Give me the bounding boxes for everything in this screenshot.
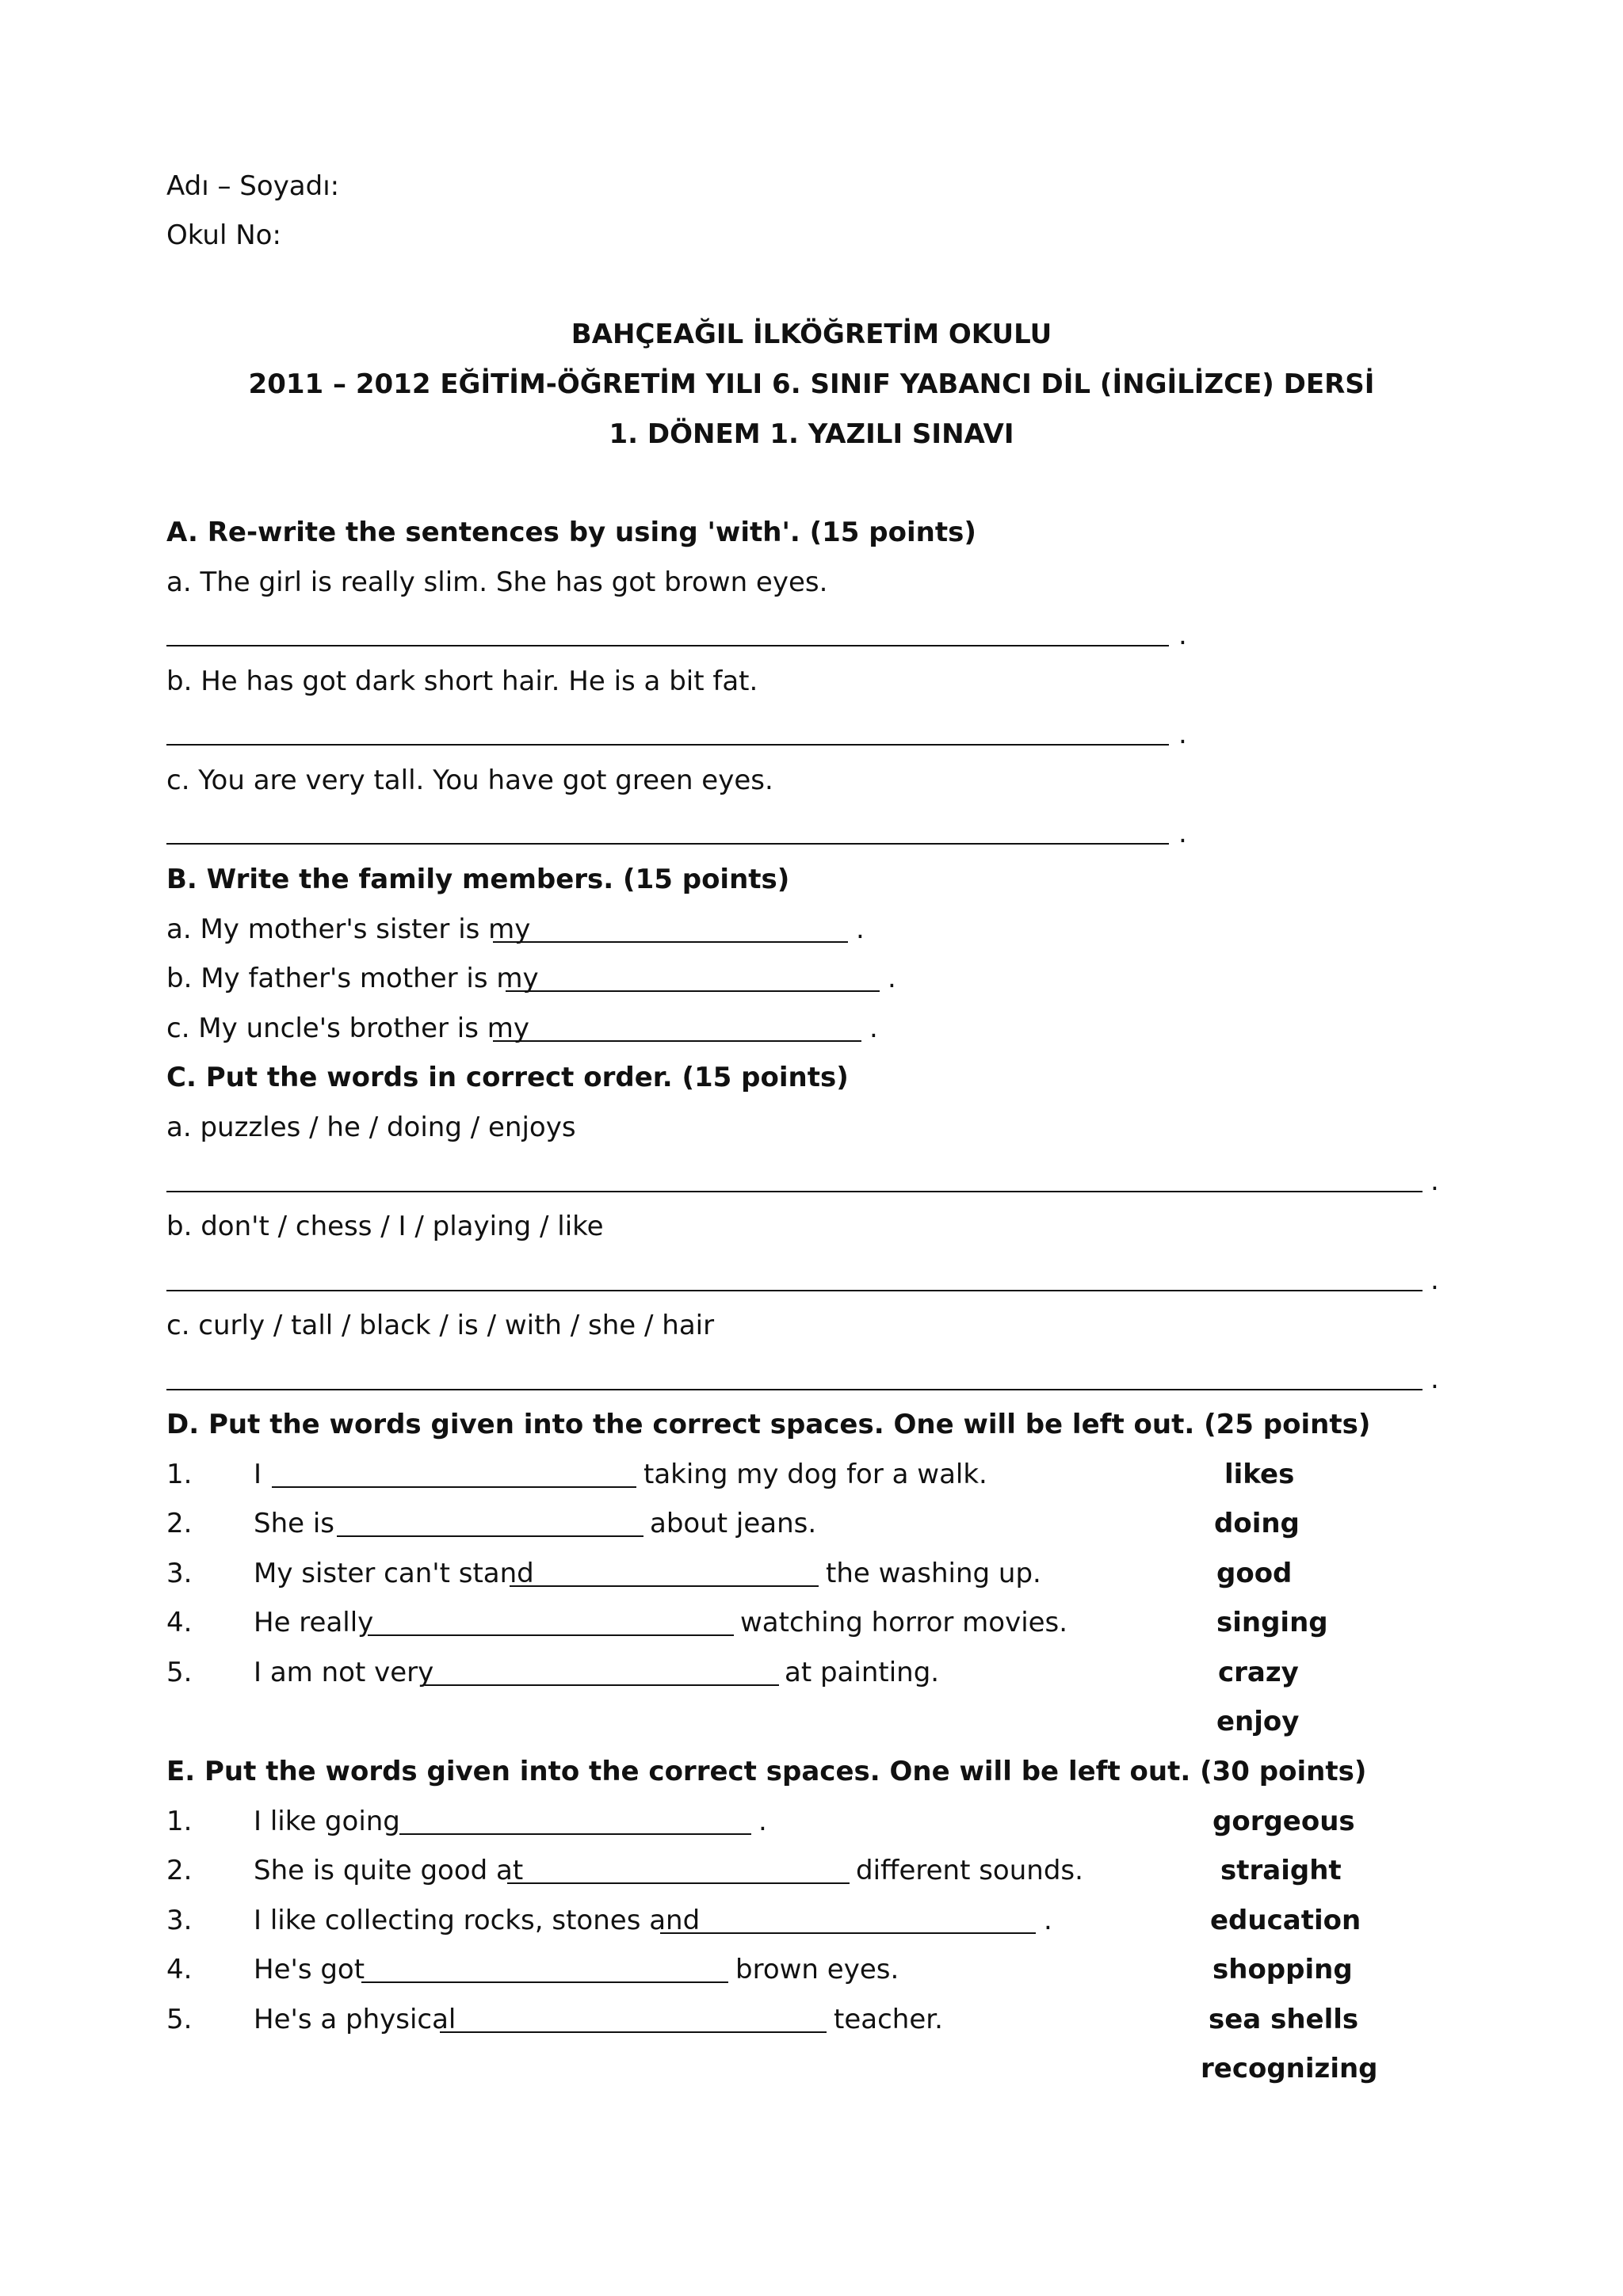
- word-bank-word: gorgeous: [1212, 1806, 1355, 1837]
- sentence-end: at painting.: [785, 1657, 940, 1688]
- answer-line[interactable]: [166, 1290, 1423, 1291]
- sentence-end: brown eyes.: [735, 1954, 899, 1985]
- period: .: [1430, 1363, 1439, 1395]
- answer-line[interactable]: [166, 1191, 1423, 1192]
- answer-line[interactable]: [368, 1634, 734, 1636]
- answer-line[interactable]: [493, 1040, 861, 1042]
- section-c-item: a. puzzles / he / doing / enjoys: [166, 1112, 576, 1143]
- word-bank-word: recognizing: [1201, 2053, 1378, 2084]
- section-b-title: B. Write the family members. (15 points): [166, 864, 790, 895]
- word-bank-word: sea shells: [1209, 2004, 1359, 2035]
- exam-title: 1. DÖNEM 1. YAZILI SINAVI: [609, 418, 1014, 450]
- sentence-start: I like collecting rocks, stones and: [254, 1905, 701, 1936]
- word-bank-word: enjoy: [1216, 1706, 1300, 1737]
- sentence-start: I like going: [254, 1806, 400, 1837]
- answer-line[interactable]: [399, 1833, 751, 1835]
- sentence-end: the washing up.: [826, 1558, 1041, 1589]
- answer-line[interactable]: [440, 2031, 827, 2033]
- item-number: 4.: [166, 1607, 193, 1638]
- answer-line[interactable]: [660, 1932, 1036, 1934]
- sentence-end: .: [758, 1806, 767, 1837]
- sentence-start: He's got: [254, 1954, 365, 1985]
- period: .: [1178, 818, 1187, 849]
- answer-line[interactable]: [361, 1981, 728, 1983]
- answer-line[interactable]: [425, 1684, 779, 1686]
- word-bank-word: good: [1216, 1558, 1293, 1589]
- sentence-end: about jeans.: [650, 1508, 817, 1539]
- section-c-item: c. curly / tall / black / is / with / she / hair: [166, 1310, 715, 1341]
- sentence-start: She is: [254, 1508, 335, 1539]
- sentence-end: teacher.: [834, 2004, 943, 2035]
- period: .: [1430, 1264, 1439, 1296]
- word-bank-word: education: [1210, 1905, 1361, 1936]
- word-bank-word: shopping: [1212, 1954, 1353, 1985]
- item-number: 2.: [166, 1508, 193, 1539]
- item-number: 4.: [166, 1954, 193, 1985]
- sentence-end: different sounds.: [856, 1855, 1083, 1886]
- school-title: BAHÇEAĞIL İLKÖĞRETİM OKULU: [571, 318, 1052, 350]
- period: .: [1430, 1165, 1439, 1197]
- answer-line[interactable]: [166, 843, 1169, 845]
- section-a-item: a. The girl is really slim. She has got brown eyes.: [166, 566, 828, 598]
- sentence-start: I: [254, 1459, 262, 1490]
- section-a-item: b. He has got dark short hair. He is a bit fat.: [166, 666, 758, 697]
- section-c-title: C. Put the words in correct order. (15 points): [166, 1062, 849, 1093]
- item-number: 5.: [166, 1657, 193, 1688]
- course-title: 2011 – 2012 EĞİTİM-ÖĞRETİM YILI 6. SINIF YABANCI DİL (İNGİLİZCE) DERSİ: [248, 368, 1375, 400]
- answer-line[interactable]: [166, 744, 1169, 746]
- item-number: 2.: [166, 1855, 193, 1886]
- sentence-start: My sister can't stand: [254, 1558, 534, 1589]
- section-a-title: A. Re-write the sentences by using 'with'. (15 points): [166, 517, 976, 548]
- word-bank-word: likes: [1224, 1459, 1295, 1490]
- period: .: [1178, 719, 1187, 750]
- item-number: 1.: [166, 1806, 193, 1837]
- item-number: 1.: [166, 1459, 193, 1490]
- answer-line[interactable]: [507, 1882, 850, 1884]
- section-b-item: b. My father's mother is my: [166, 963, 539, 994]
- sentence-start: She is quite good at: [254, 1855, 524, 1886]
- item-number: 3.: [166, 1558, 193, 1589]
- answer-line[interactable]: [166, 1389, 1423, 1390]
- item-number: 5.: [166, 2004, 193, 2035]
- sentence-start: He's a physical: [254, 2004, 456, 2035]
- period: .: [888, 963, 896, 994]
- section-d-title: D. Put the words given into the correct spaces. One will be left out. (25 points): [166, 1409, 1371, 1440]
- sentence-end: watching horror movies.: [740, 1607, 1068, 1638]
- word-bank-word: straight: [1220, 1855, 1342, 1886]
- student-number-label: Okul No:: [166, 219, 281, 251]
- period: .: [869, 1013, 878, 1044]
- sentence-start: He really: [254, 1607, 374, 1638]
- sentence-end: taking my dog for a walk.: [643, 1459, 987, 1490]
- section-c-item: b. don't / chess / I / playing / like: [166, 1211, 604, 1242]
- period: .: [856, 913, 865, 945]
- answer-line[interactable]: [272, 1486, 636, 1488]
- word-bank-word: crazy: [1218, 1657, 1299, 1688]
- student-name-label: Adı – Soyadı:: [166, 170, 340, 202]
- sentence-start: I am not very: [254, 1657, 434, 1688]
- item-number: 3.: [166, 1905, 193, 1936]
- period: .: [1178, 620, 1187, 651]
- word-bank-word: doing: [1214, 1508, 1300, 1539]
- answer-line[interactable]: [166, 645, 1169, 646]
- section-b-item: c. My uncle's brother is my: [166, 1013, 530, 1044]
- answer-line[interactable]: [337, 1535, 643, 1537]
- answer-line[interactable]: [510, 1585, 819, 1587]
- section-b-item: a. My mother's sister is my: [166, 913, 531, 945]
- answer-line[interactable]: [506, 990, 880, 992]
- section-e-title: E. Put the words given into the correct spaces. One will be left out. (30 points): [166, 1756, 1367, 1787]
- sentence-end: .: [1044, 1905, 1052, 1936]
- section-a-item: c. You are very tall. You have got green eyes.: [166, 765, 773, 796]
- answer-line[interactable]: [493, 941, 848, 943]
- word-bank-word: singing: [1216, 1607, 1328, 1638]
